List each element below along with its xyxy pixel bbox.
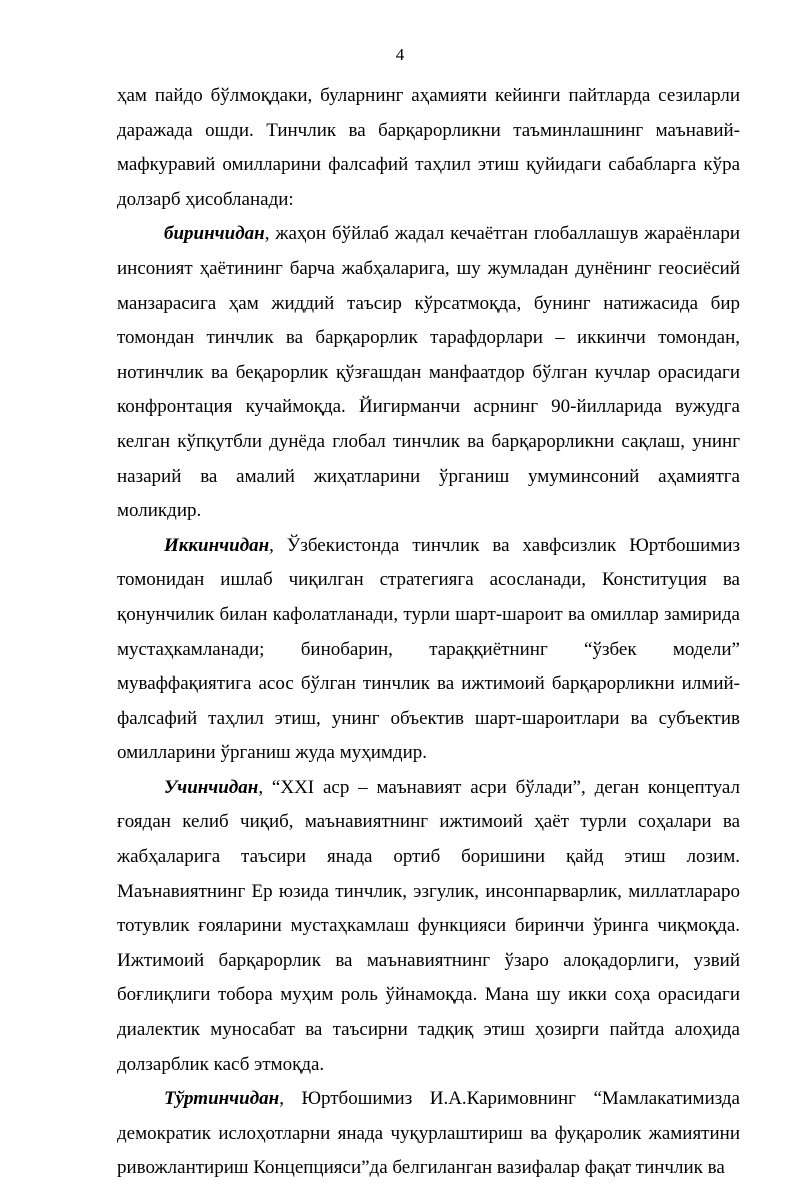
paragraph-text: , Ўзбекистонда тинчлик ва хавфсизлик Юртбошимиз томонидан ишлаб чиқилган стратегияга асосланади, Конституция ва қонунчилик билан кафолатланади, турли шарт-шароит ва омиллар замирида мустаҳкамланади; бинобарин, тараққиётнинг “ўзбек модели” муваффақиятига асос бўлган тинчлик ва ижтимоий барқарорликни илмий-фалсафий таҳлил этиш, унинг объектив шарт-шароитлари ва субъектив омилларини ўрганиш жуда муҳимдир. — [117, 534, 740, 764]
document-body — [117, 79, 740, 1186]
paragraph-text: ҳам пайдо бўлмоқдаки, буларнинг аҳамияти кейинги пайтларда сезиларли даражада ошди. Тинчлик ва барқарорликни таъминлашнинг маънавий-мафкуравий омилларини фалсафий таҳлил этиш қуйидаги сабабларга кўра долзарб ҳисобланади: — [117, 85, 740, 210]
paragraph-lead: Учинчидан — [164, 776, 259, 798]
paragraph-lead: биринчидан — [164, 223, 265, 245]
paragraph-text: , Юртбошимиз И.А.Каримовнинг “Мамлакатимизда демократик ислоҳотларни янада чуқурлаштириш ва фуқаролик жамиятини ривожлантириш Концепцияси”да белгиланган вазифалар фақат тинчлик ва — [117, 1088, 740, 1179]
paragraph-text: , жаҳон бўйлаб жадал кечаётган глобаллашув жараёнлари инсоният ҳаётининг барча жабҳаларига, шу жумладан дунёнинг геосиёсий манзарасига ҳам жиддий таъсир кўрсатмоқда, бунинг натижасида бир томондан тинчлик ва барқарорлик тарафдорлари – иккинчи томондан, нотинчлик ва беқарорлик қўзғашдан манфаатдор бўлган кучлар орасидаги конфронтация кучаймоқда. Йигирманчи асрнинг 90-йилларида вужудга келган кўпқутбли дунёда глобал тинчлик ва барқарорликни сақлаш, унинг назарий ва амалий жиҳатларини ўрганиш умуминсоний аҳамиятга моликдир. — [117, 223, 740, 522]
paragraph-second — [117, 529, 740, 771]
paragraph-lead: Иккинчидан — [164, 534, 270, 556]
paragraph-text: , “XXI аср – маънавият асри бўлади”, деган концептуал ғоядан келиб чиқиб, маънавиятнинг ижтимоий ҳаёт турли соҳалари ва жабҳаларига таъсири янада ортиб боришини қайд этиш лозим. Маънавиятнинг Ер юзида тинчлик, эзгулик, инсонпарварлик, миллатлараро тотувлик ғояларини мустаҳкамлаш функцияси биринчи ўринга чиқмоқда. Ижтимоий барқарорлик ва маънавиятнинг ўзаро алоқадорлиги, узвий боғлиқлиги тобора муҳим роль ўйнамоқда. Мана шу икки соҳа орасидаги диалектик муносабат ва таъсирни тадқиқ этиш ҳозирги пайтда алоҳида долзарблик касб этмоқда. — [117, 776, 740, 1075]
page-number: 4 — [395, 45, 405, 64]
paragraph-fourth — [117, 1082, 740, 1186]
paragraph-lead: Тўртинчидан — [164, 1088, 280, 1110]
paragraph-first — [117, 217, 740, 528]
paragraph-intro — [117, 79, 740, 217]
paragraph-third — [117, 771, 740, 1082]
